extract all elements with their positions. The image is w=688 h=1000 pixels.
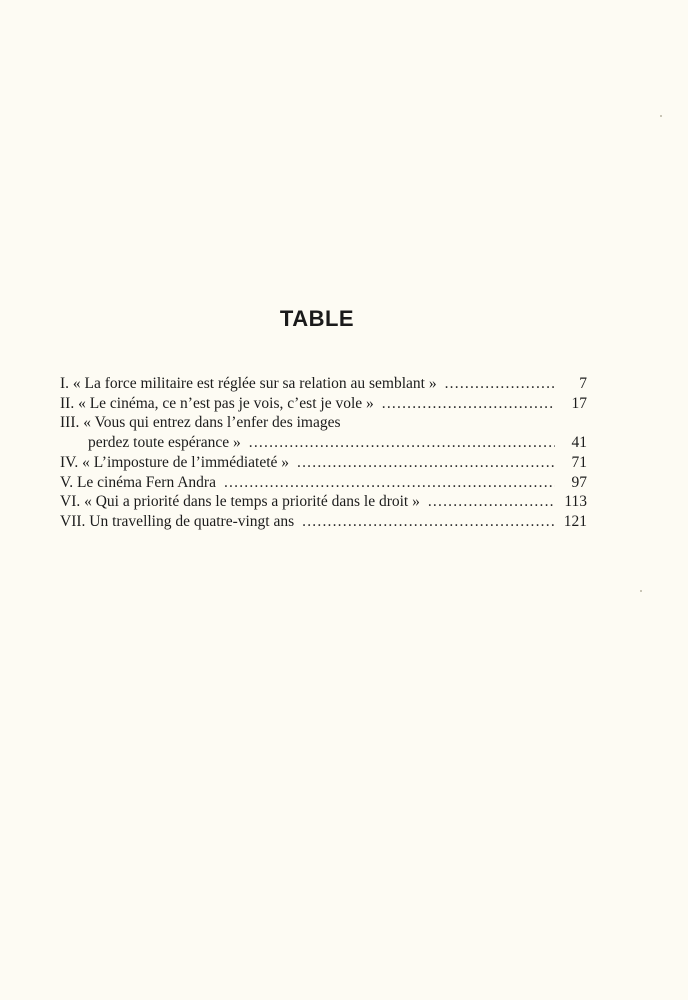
table-of-contents: [60, 374, 587, 532]
toc-entry-2: [60, 394, 587, 414]
toc-entry-title: II. « Le cinéma, ce n’est pas je vois, c’est je vole »: [60, 394, 374, 412]
toc-entry-3: [60, 413, 587, 452]
toc-page-number: 71: [571, 453, 587, 471]
toc-page-number: 97: [571, 473, 587, 491]
toc-page-number: 17: [571, 394, 587, 412]
page-title: TABLE: [279, 306, 355, 331]
toc-entry-1: [60, 374, 587, 394]
toc-entry-title: III. « Vous qui entrez dans l’enfer des images: [60, 414, 341, 432]
toc-entry-title: VII. Un travelling de quatre-vingt ans: [60, 512, 295, 530]
toc-page-number: 113: [564, 493, 587, 511]
dot-leader: [249, 433, 555, 453]
toc-entry-title: VI. « Qui a priorité dans le temps a priorité dans le droit »: [60, 493, 420, 511]
dot-leader: [445, 374, 555, 394]
toc-page-number: 121: [563, 512, 587, 530]
dot-leader: [224, 473, 555, 493]
toc-page-number: 41: [571, 434, 587, 452]
dot-leader: [382, 394, 555, 414]
paper-speck: [660, 115, 662, 117]
toc-entry-title: V. Le cinéma Fern Andra: [60, 473, 216, 491]
toc-page-number: 7: [579, 375, 587, 392]
toc-entry-5: [60, 473, 587, 493]
toc-entry-title-continued: perdez toute espérance »: [88, 434, 241, 452]
toc-entry-6: [60, 492, 587, 512]
paper-speck: [640, 590, 642, 592]
toc-entry-4: [60, 453, 587, 473]
toc-entry-title: I. « La force militaire est réglée sur sa relation au semblant »: [60, 375, 437, 392]
dot-leader: [428, 492, 555, 512]
dot-leader: [297, 453, 555, 473]
toc-entry-7: [60, 512, 587, 532]
toc-entry-title: IV. « L’imposture de l’immédiateté »: [60, 453, 290, 471]
dot-leader: [302, 512, 555, 532]
